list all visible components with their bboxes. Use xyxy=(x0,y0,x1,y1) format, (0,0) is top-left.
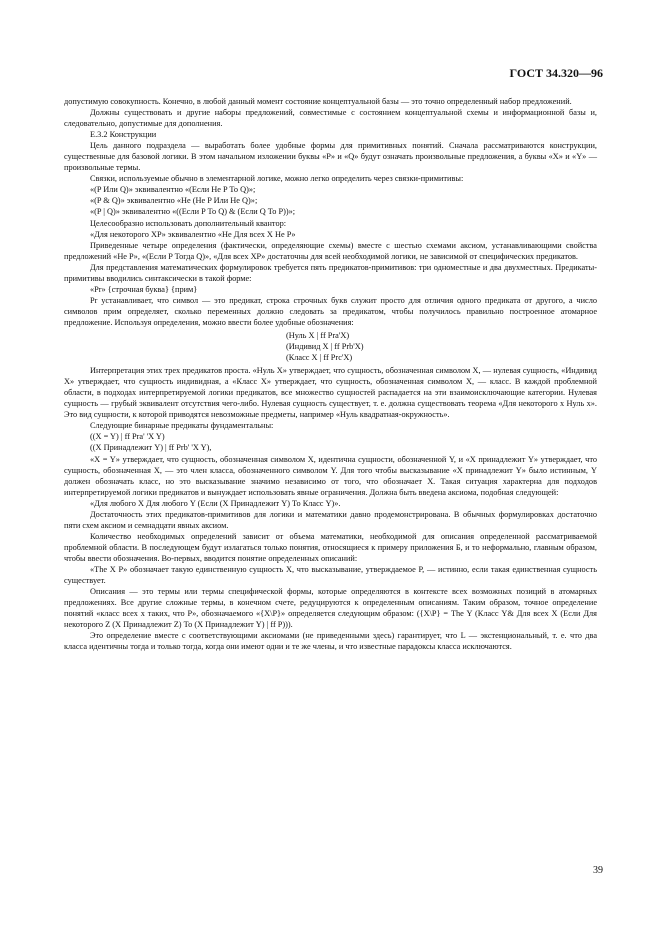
paragraph: Связки, используемые обычно в элементарной логике, можно легко определить через связки-примитивы: xyxy=(90,174,464,184)
paragraph-group-2 xyxy=(64,365,597,652)
paragraph: допустимую совокупность. Конечно, в любой данный момент состояние концептуальной базы — это точно определенный набор предложений. xyxy=(64,97,572,106)
paragraph: Pr устанавливает, что символ — это предикат, строка строчных букв служит просто для отличия одного предиката от другого, а число символов прим определяет, сколько переменных должно следовать за предикатом, чтобы получилось правильно построенное атомарное предложение. Используя определения, можно ввести более удобные обозначения: xyxy=(64,295,597,327)
paragraph: Приведенные четыре определения (фактически, определяющие схемы) вместе с шестью схемами аксиом, устанавливающими свойства предложений «Не P», «(Если P Тогда Q)», «Для всех XP» достаточны для всей необходимой логики, не зависимой от специфических предикатов. xyxy=(64,240,597,261)
paragraph: ((X = Y) | ff Pra' 'X Y) xyxy=(90,432,165,442)
formula-line: (Нуль X | ff Pra'X) xyxy=(286,330,350,340)
document-header: ГОСТ 34.320—96 xyxy=(509,66,603,80)
paragraph: Интерпретация этих трех предикатов проста. «Нуль X» утверждает, что сущность, обозначенная символом X, — нулевая сущность, «Индивид X» утверждает, что сущность индивидная, а «Класс X» утверждает, что сущность, обозначенная символом X, — класс. В каждой проблемной области, в подходах интерпретируемой логики предикатов, все множество сущностей распадается на эти взаимоисключающие категории. Нулевая сущность — грубый эквивалент отсутствия чего-либо. Нулевая сущность существует, т. е. должна существовать теорема «Для некоторого x Нуль x». Это вид сущности, к которой приводятся невозможные предметы, например «Нуль квадратная-окружность». xyxy=(64,366,597,420)
paragraph: «Для некоторого XP» эквивалентно «Не Для всех X Не P» xyxy=(90,229,296,239)
page-number: 39 xyxy=(593,865,603,876)
paragraph-group-1 xyxy=(64,96,597,328)
paragraph: Следующие бинарные предикаты фундаментальны: xyxy=(90,421,274,431)
paragraph: Целесообразно использовать дополнительный квантор: xyxy=(90,218,287,228)
paragraph: «(P & Q)» эквивалентно «Не (Не P Или Не Q)»; xyxy=(90,196,258,206)
paragraph: «(P Или Q)» эквивалентно «(Если Не P То Q)»; xyxy=(90,185,256,195)
paragraph: ((X Принадлежит Y) | ff Prb' 'X Y), xyxy=(90,443,212,453)
paragraph: Е.3.2 Конструкции xyxy=(90,130,157,140)
paragraph: Это определение вместе с соответствующими аксиомами (не приведенными здесь) гарантирует, что L — экстенциональный, т. е. что два класса идентичны тогда и только тогда, когда они имеют одни и те же члены, и что известные парадоксы класса исключаются. xyxy=(64,631,597,652)
paragraph: Цель данного подраздела — выработать более удобные формы для примитивных понятий. Сначала рассматриваются конструкции, существенные для базовой логики. В этом начальном изложении буквы «P» и «Q» будут означать произвольные предложения, а буквы «X» и «Y» — произвольные термы. xyxy=(64,141,597,173)
formula-line: (Индивид X | ff Prb'X) xyxy=(286,342,364,352)
document-body xyxy=(64,96,597,652)
paragraph: «X = Y» утверждает, что сущность, обозначенная символом X, идентична сущности, обозначенной Y, и «X принадлежит Y» утверждает, что сущность, обозначенная X, — это член класса, обозначенного символом Y. Для того чтобы высказывание «X принадлежит Y» было истинным, Y должен обозначать класс, но это высказывание значимо независимо от того, что обозначает X. Такая ситуация характерна для подходов интерпретируемой логики предикатов и вынуждает использовать явные ограничения. Должна быть введена аксиома, подобная следующей: xyxy=(64,454,597,497)
formula-block xyxy=(286,330,597,363)
paragraph: Должны существовать и другие наборы предложений, совместимые с состоянием концептуальной схемы и информационной базы и, следовательно, допустимые для дополнения. xyxy=(64,108,597,129)
formula-line: (Класс X | ff Prc'X) xyxy=(286,353,353,363)
paragraph: «Для любого X Для любого Y (Если (X Принадлежит Y) То Класс Y)». xyxy=(90,498,341,508)
paragraph: Достаточность этих предикатов-примитивов для логики и математики давно продемонстрирована. В обычных формулировках достаточно пяти схем аксиом и семнадцати явных аксиом. xyxy=(64,509,597,530)
paragraph: «Pr» {строчная буква} {прим} xyxy=(90,284,198,294)
paragraph: «The X P» обозначает такую единственную сущность X, что высказывание, утверждаемое P, — истинно, если такая единственная сущность существует. xyxy=(64,564,597,586)
paragraph: «(P | Q)» эквивалентно «((Если P То Q) & (Если Q То P))»; xyxy=(90,207,296,217)
paragraph: Для представления математических формулировок требуется пять предикатов-примитивов: три одноместные и два двухместных. Предикаты-примитивы вводились синтаксически в такой форме: xyxy=(64,262,597,283)
paragraph: Количество необходимых определений зависит от объема математики, необходимой для описания определенной рассматриваемой проблемной области. В последующем будут излагаться только понятия, относящиеся к примеру приложения Б, и то неформально, главным образом, чтобы ввести обозначения. Во-первых, вводится понятие определенных описаний: xyxy=(64,531,597,563)
paragraph: Описания — это термы или термы специфической формы, которые определяются в контексте всех возможных позиций в атомарных предложениях. Все другие сложные термы, в конечном счете, редуцируются к определенным описаниям. Таким образом, точное определение понятий «класс всех x таких, что P», обозначаемого «{X\P}» определяется следующим образом: ({X\P} = The Y (Класс Y& Для всех X (Если Для некоторого Z (X Принадлежит Z) То (X Принадлежит Y) | ff P))). xyxy=(64,587,597,630)
